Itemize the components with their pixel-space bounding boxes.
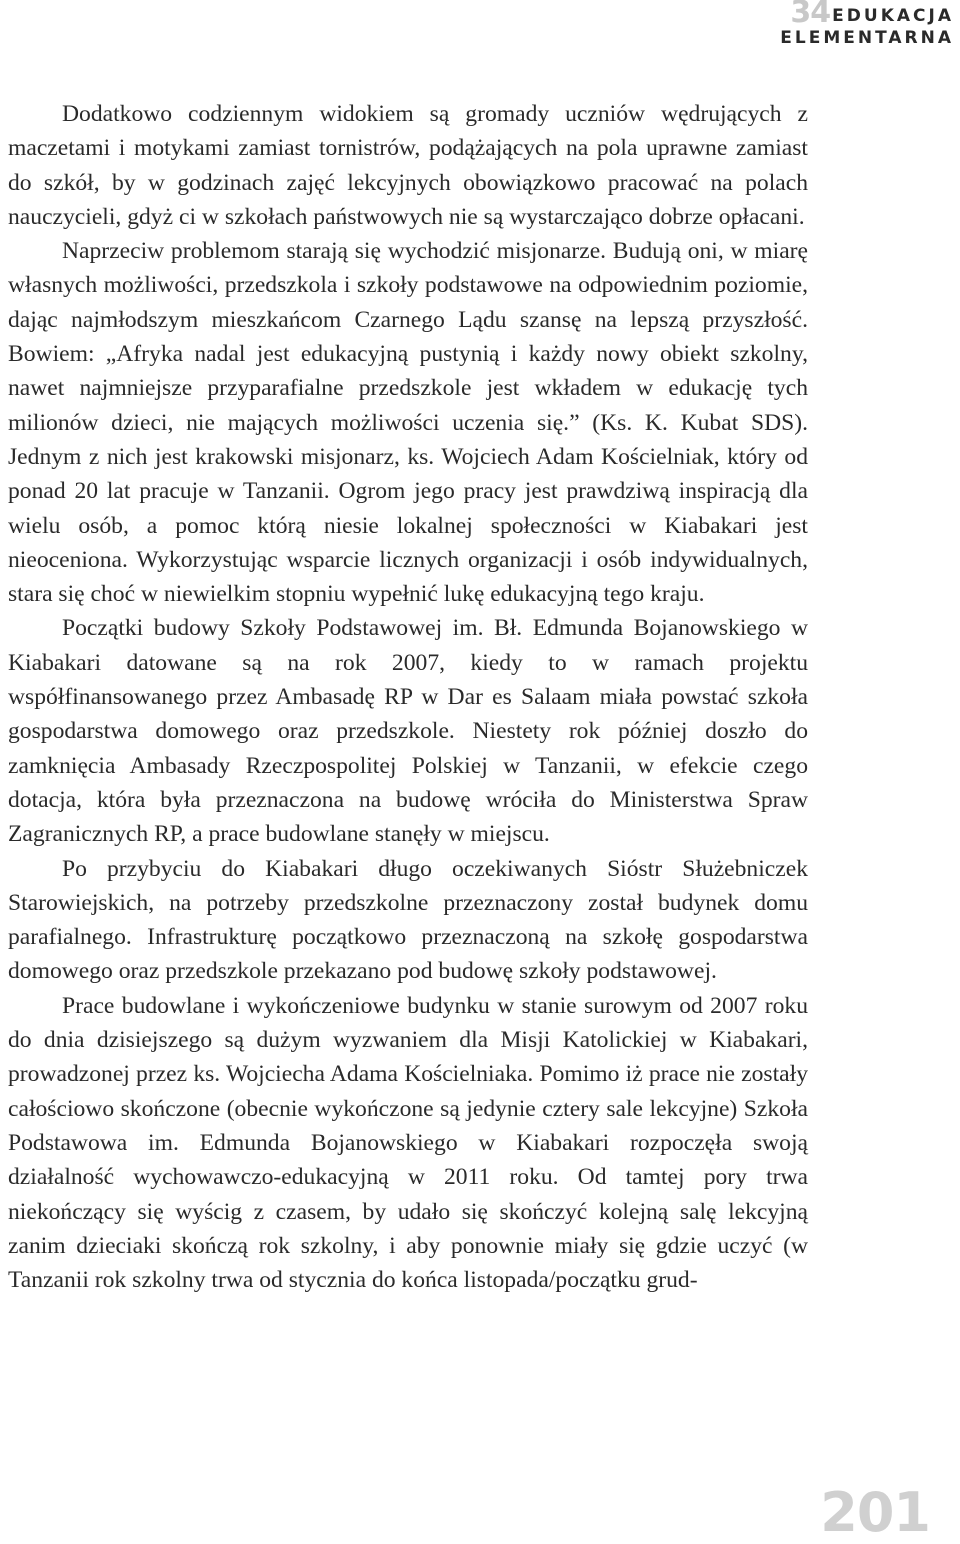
- issue-number: 34: [790, 0, 831, 30]
- paragraph-5: Prace budowlane i wykończeniowe budynku w stanie surowym od 2007 roku do dnia dzisiejszego są dużym wyzwaniem dla Misji Katolickiej w Kiabakari, prowadzonej przez ks. Wojciecha Adama Kościelniaka. Pomimo iż prace nie zostały całościowo skończone (obecnie wykończone są jedynie cztery sale lekcyjne) Szkoła Podstawowa im. Edmunda Bojanowskiego w Kiabakari rozpoczęła swoją działalność wychowawczo-edukacyjną w 2011 roku. Od tamtej pory trwa niekończący się wyścig z czasem, by udało się skończyć kolejną salę lekcyjną zanim dzieciaki skończą rok szkolny, i aby ponownie miały się gdzie uczyć (w Tanzanii rok szkolny trwa od stycznia do końca listopada/początku grud-: [8, 992, 808, 1294]
- header-line-1: [780, 0, 954, 30]
- section-title-line-2: ELEMENTARNA: [780, 28, 954, 48]
- paragraph-3: Początki budowy Szkoły Podstawowej im. Bł. Edmunda Bojanowskiego w Kiabakari datowane są na rok 2007, kiedy to w ramach projektu współfinansowanego przez Ambasadę RP w Dar es Salaam miała powstać szkoła gospodarstwa domowego oraz przedszkole. Niestety rok później doszło do zamknięcia Ambasady Rzeczpospolitej Polskiej w Tanzanii, w efekcie czego dotacja, która była przeznaczona na budowę wróciła do Ministerstwa Spraw Zagranicznych RP, a prace budowlane stanęły w miejscu.: [8, 615, 808, 848]
- paragraph-2: Naprzeciw problemom starają się wychodzić misjonarze. Budują oni, w miarę własnych możliwości, przedszkola i szkoły podstawowe na odpowiednim poziomie, dając najmłodszym mieszkańcom Czarnego Lądu szansę na lepszą przyszłość. Bowiem: „Afryka nadal jest edukacyjną pustynią i każdy nowy obiekt szkolny, nawet najmniejsze przyparafialne przedszkole jest wkładem w edukację tych milionów dzieci, nie mających możliwości uczenia się.” (Ks. K. Kubat SDS). Jednym z nich jest krakowski misjonarz, ks. Wojciech Adam Kościelniak, który od ponad 20 lat pracuje w Tanzanii. Ogrom jego pracy jest prawdziwą inspiracją dla wielu osób, a pomoc którą niesie lokalnej społeczności w Kiabakari jest nieoceniona. Wykorzystując wsparcie licznych organizacji i osób indywidualnych, stara się choć w niewielkim stopniu wypełnić lukę edukacyjną tego kraju.: [8, 238, 808, 608]
- section-title-line-1: EDUKACJA: [832, 6, 954, 26]
- paragraph-1: Dodatkowo codziennym widokiem są gromady uczniów wędrujących z maczetami i motykami zamiast tornistrów, podążających na pola uprawne zamiast do szkół, by w godzinach zajęć lekcyjnych obowiązkowo pracować na polach nauczycieli, gdyż ci w szkołach państwowych nie są wystarczająco dobrze opłacani.: [8, 101, 808, 230]
- page-folio: 201: [820, 1481, 930, 1544]
- paragraph-4: Po przybyciu do Kiabakari długo oczekiwanych Sióstr Służebniczek Starowiejskich, na potrzeby przedszkolne przeznaczony został budynek domu parafialnego. Infrastrukturę początkowo przeznaczoną na szkołę gospodarstwa domowego oraz przedszkole przekazano pod budowę szkoły podstawowej.: [8, 855, 808, 985]
- article-body: [8, 97, 808, 1297]
- running-header: [780, 0, 954, 49]
